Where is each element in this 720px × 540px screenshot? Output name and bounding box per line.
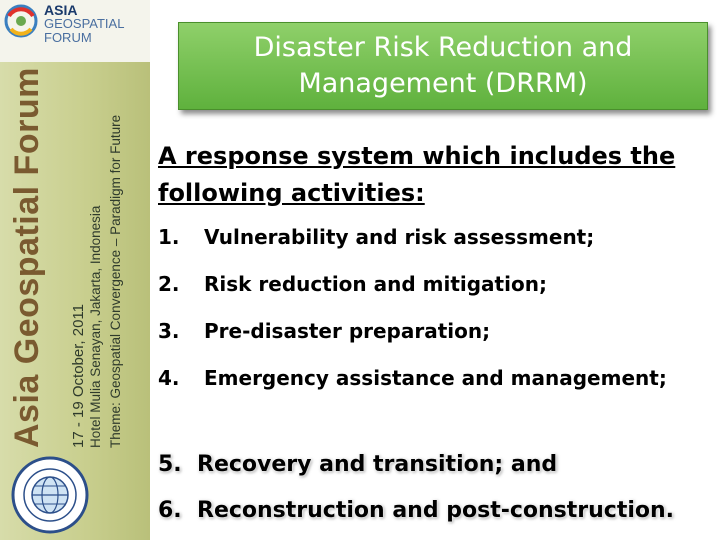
event-title: Asia Geospatial Forum bbox=[8, 67, 46, 448]
glow-list-item-number: 6. bbox=[158, 498, 182, 523]
slide-title: Disaster Risk Reduction and Management (DRRM) bbox=[253, 32, 633, 99]
slide-body bbox=[158, 138, 718, 402]
logo-line-2: GEOSPATIAL bbox=[44, 16, 125, 31]
consulting-seal-icon bbox=[10, 455, 90, 535]
glow-list-item bbox=[158, 498, 674, 523]
slide-title-box bbox=[178, 22, 708, 110]
list-item bbox=[158, 271, 718, 298]
list-item bbox=[158, 365, 718, 392]
glow-list-item-text: Recovery and transition; and bbox=[197, 452, 558, 477]
glow-list-item-number: 5. bbox=[158, 452, 182, 477]
glow-list-item bbox=[158, 452, 557, 477]
list-item-text: Emergency assistance and management; bbox=[204, 366, 667, 390]
event-venue: Hotel Mulia Senayan, Jakarta, Indonesia bbox=[88, 205, 103, 448]
list-item-number: 2. bbox=[158, 272, 180, 296]
sidebar-banner bbox=[0, 0, 150, 540]
logo-text bbox=[44, 3, 124, 45]
forum-logo bbox=[0, 0, 150, 62]
intro-text: A response system which includes the following activities: bbox=[158, 142, 676, 207]
logo-line-1: ASIA bbox=[44, 2, 78, 18]
glow-list-item-text: Reconstruction and post-construction. bbox=[197, 498, 675, 523]
list-item-text: Risk reduction and mitigation; bbox=[204, 272, 547, 296]
list-item-text: Vulnerability and risk assessment; bbox=[204, 225, 595, 249]
list-item-number: 3. bbox=[158, 319, 180, 343]
logo-line-3: FORUM bbox=[44, 30, 92, 45]
list-item-number: 4. bbox=[158, 366, 180, 390]
event-theme: Theme: Geospatial Convergence – Paradigm for Future bbox=[108, 114, 123, 448]
event-dates: 17 - 19 October, 2011 bbox=[70, 304, 87, 448]
list-item-number: 1. bbox=[158, 225, 180, 249]
list-item bbox=[158, 318, 718, 345]
list-item bbox=[158, 224, 718, 251]
list-item-text: Pre-disaster preparation; bbox=[204, 319, 491, 343]
globe-logo-icon bbox=[4, 4, 38, 38]
